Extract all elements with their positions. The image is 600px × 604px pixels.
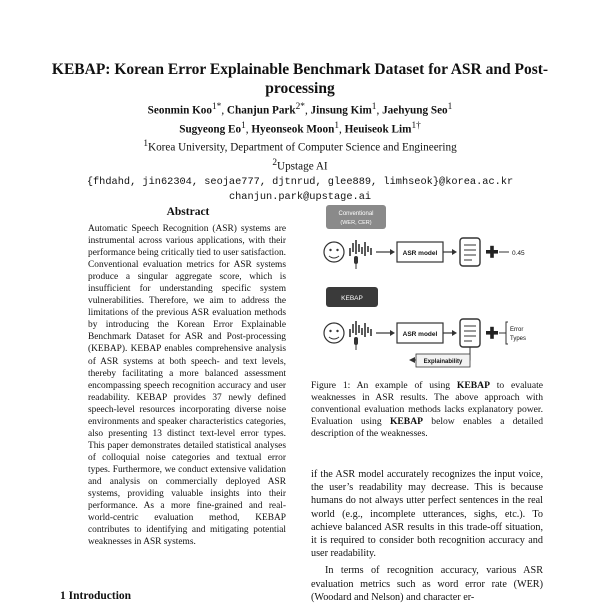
email-line-1: {fhdahd, jin62304, seojae777, djtnrud, glee889, limhseok}@korea.ac.kr xyxy=(86,175,514,188)
right-column-body xyxy=(311,468,543,604)
bracket-icon xyxy=(506,322,508,344)
caption-bold: KEBAP xyxy=(389,416,423,428)
waveform-icon xyxy=(350,240,371,256)
author-name: Sugyeong Eo xyxy=(179,123,242,136)
plus-icon xyxy=(486,246,498,258)
email-line-2: chanjun.park@upstage.ai xyxy=(228,190,372,203)
document-icon xyxy=(460,238,480,266)
asr-model-label: ASR model xyxy=(402,250,438,257)
author-line-2: Sugyeong Eo$^1$, Hyeonseok Moon$^1$, Heuiseok Lim$^{1\dagger}$ xyxy=(179,120,421,136)
arrow-head xyxy=(452,249,457,255)
author-sup: 1* xyxy=(212,102,222,112)
conventional-sub: (WER, CER) xyxy=(340,220,372,226)
microphone-icon xyxy=(354,337,358,350)
conventional-label: Conventional xyxy=(338,211,374,217)
waveform-icon xyxy=(350,321,371,337)
arrow-head xyxy=(390,249,395,255)
section-heading-introduction: 1 Introduction xyxy=(60,590,132,602)
microphone-icon xyxy=(354,256,358,269)
error-types-line-1: Error xyxy=(510,327,524,333)
document-icon xyxy=(460,319,480,347)
arrow-head xyxy=(452,330,457,336)
affiliation-2 xyxy=(40,156,560,175)
author-sup: 1 xyxy=(241,120,246,131)
error-types-line-2: Types xyxy=(510,336,527,342)
abstract-body: Automatic Speech Recognition (ASR) systems are instrumental across various applications, with their performance being critically tied to user satisfaction. Conventional evaluation metrics for ASR systems produce a singular aggregate score, which is insufficient for understanding specific system vulnerabilities. Therefore, we aim to address the limitations of the previous ASR evaluation methods by introducing the Korean Error Explainable Benchmark Dataset for ASR and Post-processing (KEBAP). KEBAP enables comprehensive analysis of ASR systems at both speech- and text levels, thereby facilitating a more balanced assessment encompassing speech recognition accuracy and user readability. KEBAP provides 37 newly defined speech-level resources incorporating diverse noise environments and speaker characteristics categories, also presenting 13 distinct text-level error types. This paper demonstrates detailed statistical analyses of colloquial noise categories and textual error types. Furthermore, we conduct extensive validation and analysis on commercially deployed ASR systems, providing valuable insights into their performance. As a more fine-grained and real-world-centric evaluation method, KEBAP contributes to identifying and mitigating potential weaknesses in ASR systems. xyxy=(88,224,286,548)
author-sup: 1 xyxy=(447,102,453,112)
author-line-1: Seonmin Koo$^{1*}$, Chanjun Park$^{2*}$, Jinsung Kim$^1$, Jaehyung Seo$^1$ xyxy=(147,102,453,117)
explainability-label: Explainability xyxy=(423,359,463,365)
affiliation-text: Korea University, Department of Computer Science and Engineering xyxy=(147,142,457,155)
author-sup: 1† xyxy=(411,120,421,131)
plus-icon xyxy=(486,327,498,339)
author-name: Jinsung Kim xyxy=(310,104,372,117)
caption-bold: KEBAP xyxy=(456,380,490,391)
caption-text: below enables a detailed description of the weaknesses. xyxy=(311,416,543,440)
affiliation-1 xyxy=(40,137,560,156)
arrow-head xyxy=(409,357,415,363)
arrow-head xyxy=(390,330,395,336)
author-name: Jaehyung Seo xyxy=(382,104,448,117)
body-paragraph: if the ASR model accurately recognizes the input voice, the user’s readability may decrease. This is because humans do not always utter perfect sentences in the real world (e.g., incomplete utterances, sighs, etc.). To achieve balanced ASR results in this trade-off situation, it is required to consider both recognition accuracy and user readability. xyxy=(311,469,543,560)
speaker-icon xyxy=(324,323,344,343)
author-block xyxy=(40,100,560,205)
author-sup: 1 xyxy=(371,102,377,112)
author-name: Chanjun Park xyxy=(226,104,296,117)
author-name: Heuiseok Lim xyxy=(344,123,412,136)
figure-1 xyxy=(312,200,544,375)
kebap-label: KEBAP xyxy=(341,295,363,302)
caption-text: Figure 1: An example of using xyxy=(311,380,457,391)
abstract-heading: Abstract xyxy=(166,206,210,218)
score-value: 0.45 xyxy=(512,250,525,257)
caption-text: to evaluate weaknesses in ASR results. The above approach with conventional evaluation methods lacks explanatory power. Evaluation using xyxy=(311,380,544,428)
affiliation-text: Upstage AI xyxy=(277,160,328,173)
author-name: Hyeonseok Moon xyxy=(251,123,335,136)
figure-caption xyxy=(311,380,543,440)
author-sup: 1 xyxy=(334,120,340,131)
affiliation-sup: 2 xyxy=(272,158,277,169)
speaker-icon xyxy=(324,242,344,262)
author-sup: 2* xyxy=(295,102,305,112)
affiliation-sup: 1 xyxy=(143,139,148,150)
author-name: Seonmin Koo xyxy=(147,104,212,117)
paper-title: KEBAP: Korean Error Explainable Benchmark Dataset for ASR and Post-processing xyxy=(51,61,549,97)
body-paragraph: In terms of recognition accuracy, various ASR evaluation metrics such as word error rate (WER) (Woodard and Nelson) and character er- xyxy=(311,565,543,603)
asr-model-label: ASR model xyxy=(402,331,438,338)
